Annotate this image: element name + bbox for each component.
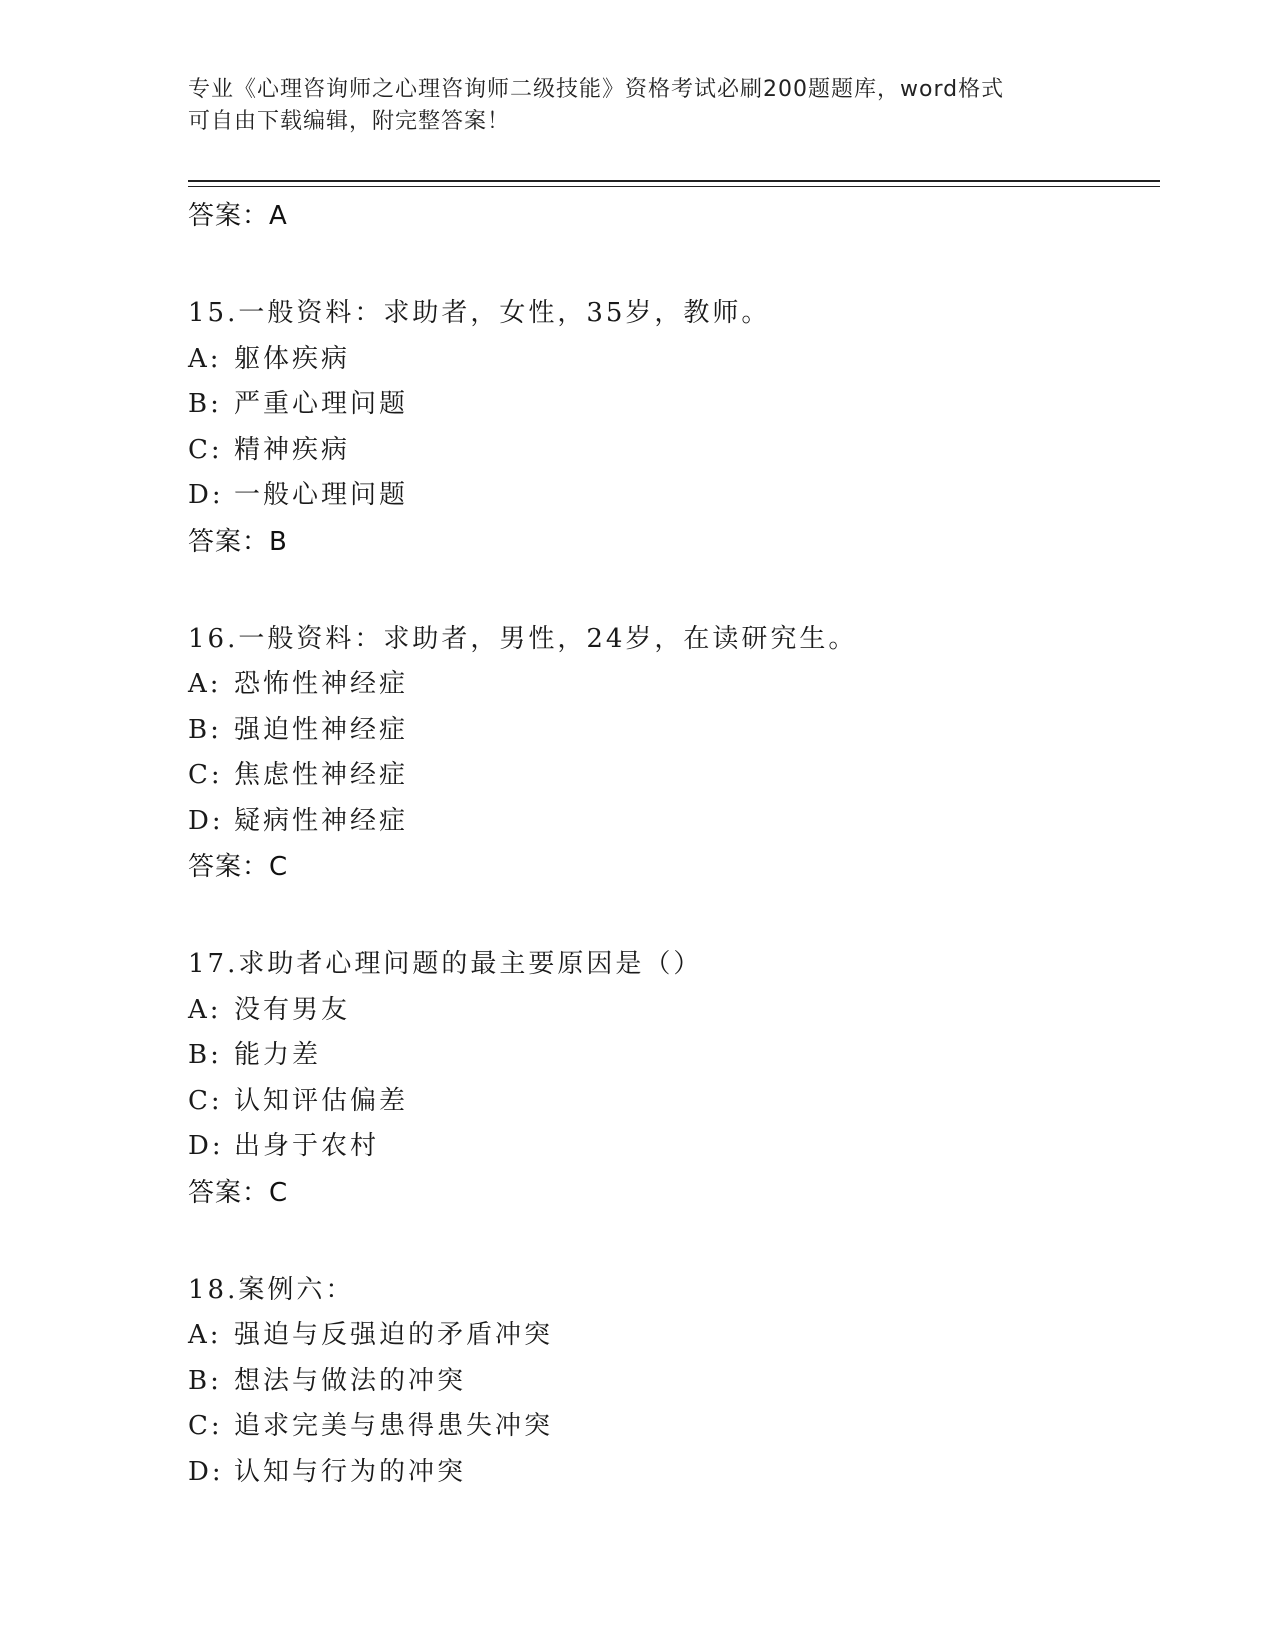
option-c bbox=[188, 1404, 1160, 1450]
question-list bbox=[188, 193, 1160, 1495]
option-text: 出身于农村 bbox=[234, 1131, 380, 1161]
option-letter: A: bbox=[188, 343, 222, 374]
option-letter: B: bbox=[188, 1040, 222, 1070]
option-letter: D: bbox=[188, 805, 224, 836]
option-text: 认知评估偏差 bbox=[234, 1085, 409, 1116]
option-letter: A: bbox=[188, 669, 222, 699]
question-item bbox=[188, 942, 1160, 1216]
header-rule-thin bbox=[188, 186, 1160, 187]
option-text: 没有男友 bbox=[234, 994, 351, 1025]
option-d bbox=[188, 473, 1160, 519]
question-item bbox=[188, 291, 1160, 565]
option-b bbox=[188, 1359, 1160, 1405]
option-letter: C: bbox=[188, 434, 223, 465]
option-a bbox=[188, 337, 1160, 383]
option-b bbox=[188, 708, 1160, 754]
header-rule-thick bbox=[188, 180, 1160, 182]
option-text: 焦虑性神经症 bbox=[234, 760, 409, 790]
option-a bbox=[188, 988, 1160, 1034]
option-text: 追求完美与患得患失冲突 bbox=[234, 1411, 554, 1441]
option-text: 躯体疾病 bbox=[234, 343, 351, 374]
option-d bbox=[188, 799, 1160, 845]
option-text: 强迫与反强迫的矛盾冲突 bbox=[234, 1320, 554, 1350]
option-text: 疑病性神经症 bbox=[234, 805, 409, 836]
answer-line: 答案：A bbox=[188, 201, 288, 231]
option-letter: C: bbox=[188, 1411, 223, 1441]
option-text: 严重心理问题 bbox=[234, 389, 409, 419]
answer-line: 答案：C bbox=[188, 1177, 289, 1208]
option-a bbox=[188, 662, 1160, 708]
document-header bbox=[188, 74, 1088, 138]
option-letter: A: bbox=[188, 994, 222, 1025]
option-letter: D: bbox=[188, 1456, 224, 1487]
option-text: 强迫性神经症 bbox=[234, 714, 409, 745]
option-text: 一般心理问题 bbox=[234, 480, 409, 510]
option-c bbox=[188, 1079, 1160, 1125]
question-item bbox=[188, 1268, 1160, 1496]
option-text: 精神疾病 bbox=[234, 434, 351, 465]
question-item bbox=[188, 617, 1160, 891]
question-text: 17.求助者心理问题的最主要原因是（） bbox=[188, 949, 703, 979]
answer-line: 答案：B bbox=[188, 526, 288, 557]
option-d bbox=[188, 1124, 1160, 1170]
option-text: 认知与行为的冲突 bbox=[234, 1456, 467, 1487]
option-letter: C: bbox=[188, 760, 223, 790]
option-letter: D: bbox=[188, 1131, 224, 1161]
question-text: 16.一般资料：求助者，男性，24岁，在读研究生。 bbox=[188, 623, 858, 654]
header-line-2: 可自由下载编辑，附完整答案！ bbox=[188, 109, 511, 134]
option-d bbox=[188, 1450, 1160, 1496]
option-b bbox=[188, 1033, 1160, 1079]
option-letter: A: bbox=[188, 1320, 222, 1350]
option-letter: B: bbox=[188, 389, 222, 419]
option-text: 想法与做法的冲突 bbox=[234, 1365, 467, 1396]
question-text: 15.一般资料：求助者，女性，35岁，教师。 bbox=[188, 298, 771, 328]
option-text: 恐怖性神经症 bbox=[234, 669, 409, 699]
answer-line: 答案：C bbox=[188, 852, 289, 882]
option-letter: B: bbox=[188, 1365, 222, 1396]
question-text: 18.案例六： bbox=[188, 1274, 355, 1305]
option-a bbox=[188, 1313, 1160, 1359]
option-text: 能力差 bbox=[234, 1040, 322, 1070]
option-letter: C: bbox=[188, 1085, 223, 1116]
option-letter: B: bbox=[188, 714, 222, 745]
header-line-1: 专业《心理咨询师之心理咨询师二级技能》资格考试必刷200题题库，word格式 bbox=[188, 77, 1005, 102]
option-letter: D: bbox=[188, 480, 224, 510]
option-c bbox=[188, 428, 1160, 474]
option-b bbox=[188, 382, 1160, 428]
option-c bbox=[188, 753, 1160, 799]
